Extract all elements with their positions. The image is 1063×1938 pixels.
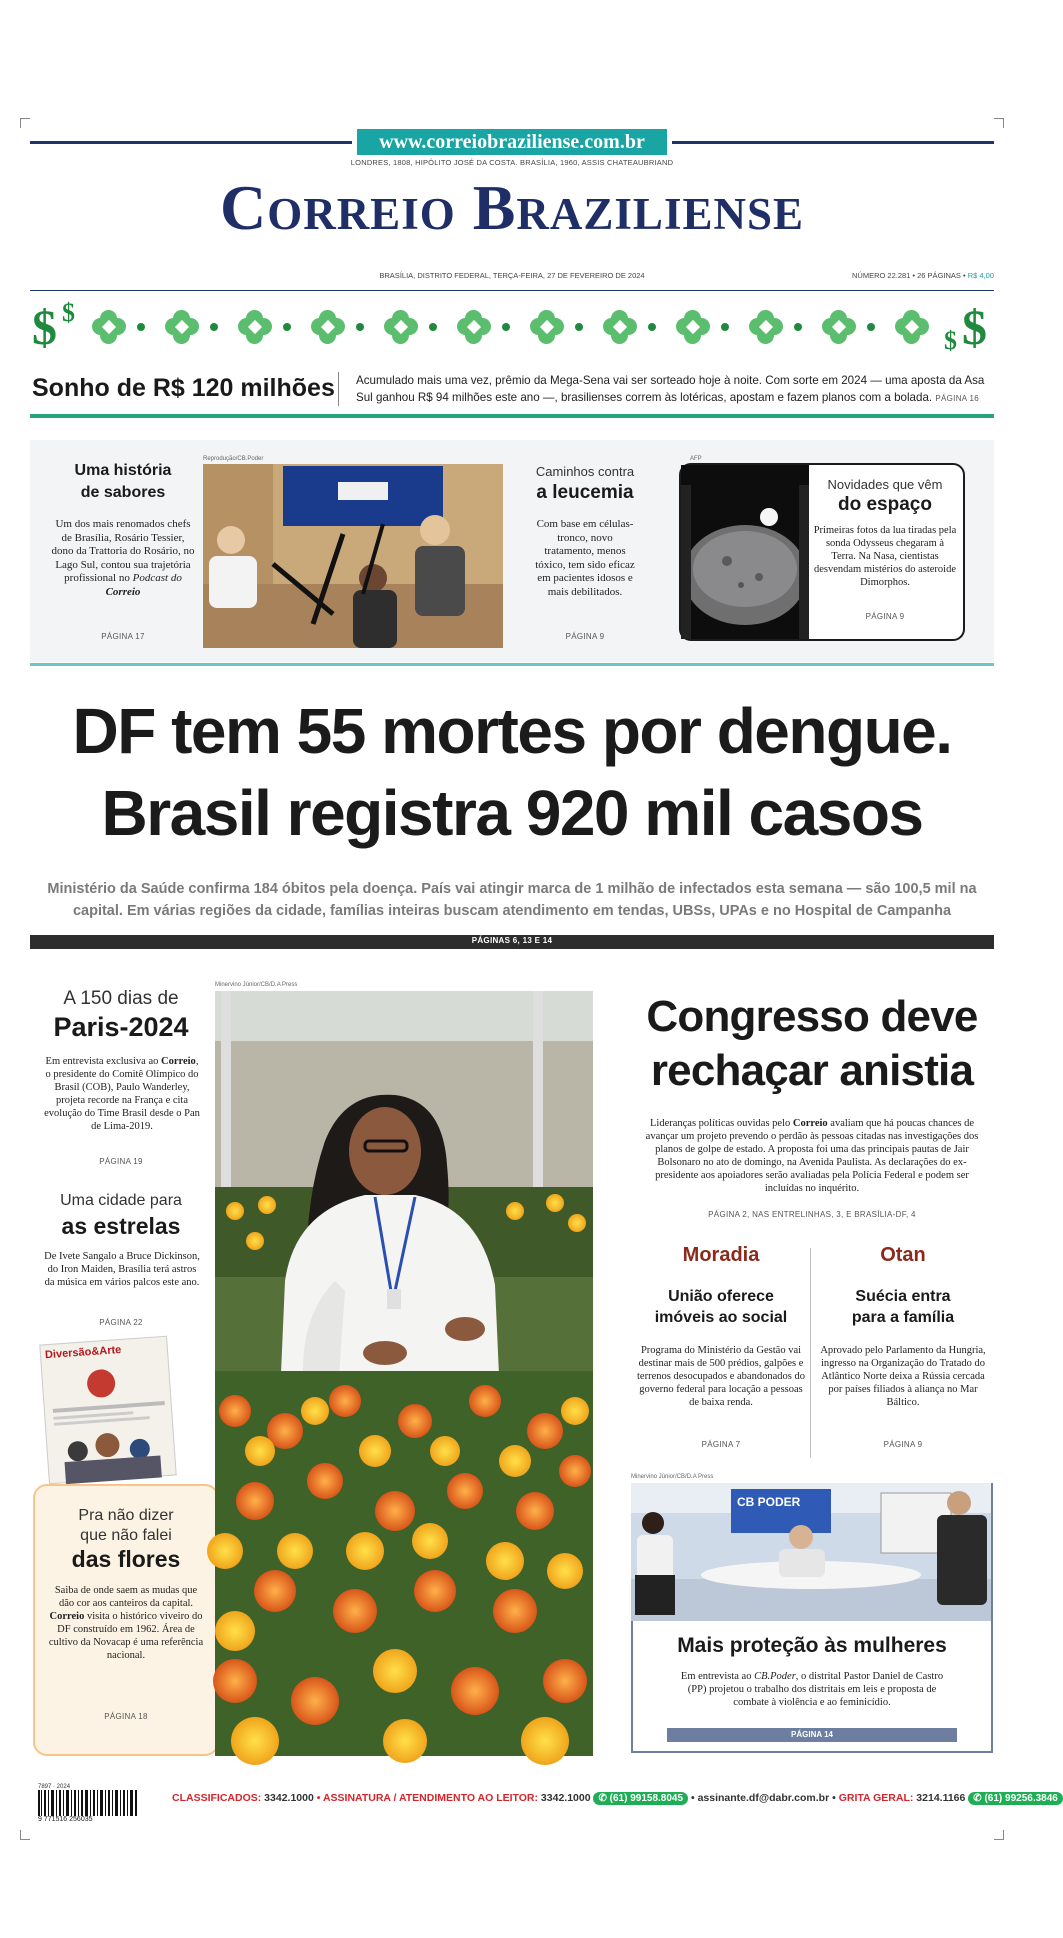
grita-label: GRITA GERAL: xyxy=(838,1792,914,1804)
clover-icon xyxy=(238,310,272,344)
supplement-label: Diversão&Arte xyxy=(44,1343,122,1362)
dot-icon xyxy=(502,323,510,331)
dot-icon xyxy=(575,323,583,331)
page-ref: PÁGINA 7 xyxy=(701,1440,741,1449)
otan-kicker: Otan xyxy=(880,1244,926,1266)
masthead-rule-right xyxy=(672,141,994,144)
teaser-espaco-title[interactable]: do espaço xyxy=(838,494,932,515)
mulheres-title[interactable]: Mais proteção às mulheres xyxy=(677,1634,947,1657)
podcast-photo xyxy=(203,464,503,648)
photo-credit: Reprodução/CB.Poder xyxy=(203,456,264,462)
page-ref-bar: PÁGINA 14 xyxy=(667,1728,957,1742)
title-line: de sabores xyxy=(80,484,166,501)
headline-deck: Ministério da Saúde confirma 184 óbitos pela doença. País vai atingir marca de 1 milhão de infectados esta semana — são 100,5 mil na capital. Em várias regiões da cidade, famílias inteiras buscam atendimento em tendas, UBSs, UPAs e no Hospital de Campanha xyxy=(47,881,977,919)
page-ref: PÁGINA 19 xyxy=(99,1157,143,1166)
flores-sub: Pra não dizer que não falei xyxy=(78,1507,174,1544)
cb-poder-photo xyxy=(631,1483,991,1621)
photo-credit: Minervino Júnior/CB/D.A Press xyxy=(631,1474,714,1480)
page-ref: PÁGINA 9 xyxy=(565,632,605,641)
dot-icon xyxy=(356,323,364,331)
clover-icon xyxy=(384,310,418,344)
paris-body: Em entrevista exclusiva ao Correio, o presidente do Comitê Olímpico do Brasil (COB), Paulo Wanderley, projeta recorde na França e cita evolução do Time Brasil desde o Pan de Lima-2019. xyxy=(44,1056,200,1132)
dot-icon xyxy=(794,323,802,331)
congresso-headline[interactable] xyxy=(630,990,994,1098)
flores-body: Saiba de onde saem as mudas que dão cor aos canteiros da capital. Correio visita o histórico viveiro do DF construído em 1962. Área de cultivo da Novacap é uma referência nacional. xyxy=(48,1585,204,1661)
headline-line: DF tem 55 mortes por dengue. xyxy=(72,695,952,767)
page-ref: PÁGINA 22 xyxy=(99,1318,143,1327)
page-ref: PÁGINA 17 xyxy=(101,632,145,641)
photo-credit: Minervino Júnior/CB/D.A Press xyxy=(215,982,298,988)
moradia-body: Programa do Ministério da Gestão vai destinar mais de 500 prédios, galpões e terrenos desocupados e abandonados do governo federal para locação a pessoas de baixa renda. xyxy=(637,1345,805,1408)
grita-phone: 3214.1166 xyxy=(916,1792,966,1804)
site-url[interactable]: www.correiobraziliense.com.br xyxy=(357,129,667,155)
teaser-row-rule xyxy=(30,663,994,666)
assinatura-phone: 3342.1000 xyxy=(540,1792,591,1804)
mega-sena-title[interactable]: Sonho de R$ 120 milhões xyxy=(32,374,335,402)
supplement-cover[interactable] xyxy=(39,1336,176,1485)
page-ref: PÁGINA 16 xyxy=(935,394,979,403)
clover-icon xyxy=(530,310,564,344)
dollar-icon: $ xyxy=(32,299,57,355)
page-ref: PÁGINA 18 xyxy=(104,1712,148,1721)
whatsapp-icon[interactable]: ✆ (61) 99158.8045 xyxy=(593,1792,688,1805)
crop-mark xyxy=(20,1830,30,1840)
clover-icon xyxy=(311,310,345,344)
teaser-espaco-body: Primeiras fotos da lua tiradas pela sonda Odysseus chegaram à Terra. Na Nasa, cientistas desvendam mistérios do asteroide Dimorphos. xyxy=(813,525,957,588)
crop-mark xyxy=(994,1830,1004,1840)
crop-mark xyxy=(20,118,30,128)
dot-icon xyxy=(721,323,729,331)
barcode-digits: 9 771516 256035 xyxy=(38,1816,93,1823)
main-headline[interactable] xyxy=(30,690,994,854)
page-ref: PÁGINA 9 xyxy=(865,612,905,621)
page-ref: PÁGINA 2, NAS ENTRELINHAS, 3, E BRASÍLIA-DF, 4 xyxy=(708,1210,916,1219)
barcode xyxy=(38,1784,138,1824)
dot-icon xyxy=(867,323,875,331)
newspaper-logo: Correio Braziliense xyxy=(219,172,805,243)
dollar-icon: $ xyxy=(962,299,987,355)
clover-icon xyxy=(165,310,199,344)
dateline: BRASÍLIA, DISTRITO FEDERAL, TERÇA-FEIRA, 27 DE FEVEREIRO DE 2024 xyxy=(379,271,645,280)
clover-icon xyxy=(457,310,491,344)
masthead-rule-left xyxy=(30,141,352,144)
paris-title[interactable]: Paris-2024 xyxy=(53,1012,189,1042)
headline-line: Congresso deve xyxy=(646,992,978,1041)
edition-number: NÚMERO 22.281 • 26 PÁGINAS • xyxy=(851,271,966,280)
moon-photo xyxy=(681,465,809,639)
teaser-leucemia-title[interactable]: a leucemia xyxy=(536,482,634,503)
mega-sena-body: Acumulado mais uma vez, prêmio da Mega-Sena vai ser sorteado hoje à noite. Com sorte em 2024 — uma aposta da Asa Sul ganhou R$ 94 milhões este ano —, brasilienses correm às lotéricas, apostam e fazem planos com a bolada. xyxy=(356,374,985,404)
price: R$ 4,00 xyxy=(967,271,994,280)
flower-nursery-photo xyxy=(215,991,593,1756)
dot-icon xyxy=(210,323,218,331)
clover-icon xyxy=(92,310,126,344)
estrelas-title[interactable]: as estrelas xyxy=(61,1213,181,1239)
dot-icon xyxy=(283,323,291,331)
mega-sena-text xyxy=(356,372,996,407)
dollar-icon: $ xyxy=(944,326,957,355)
teaser-espaco-sub: Novidades que vêm xyxy=(827,477,943,492)
dot-icon xyxy=(429,323,437,331)
teaser-leucemia-body: Com base em células-tronco, novo tratamento, menos tóxico, tem sido eficaz em pacientes idosos e mais debilitados. xyxy=(535,518,635,598)
teaser-historia-body: Um dos mais renomados chefs de Brasília, Rosário Tessier, dono da Trattoria do Rosário, no Lago Sul, contou sua trajetória profissional no Podcast do Correio xyxy=(51,518,195,598)
headline-pages-bar xyxy=(30,935,994,949)
tv-label: CB PODER xyxy=(737,1495,801,1509)
otan-body: Aprovado pelo Parlamento da Hungria, ingresso na Organização do Tratado do Atlântico Norte deixa a Rússia cercada por países filiados à aliança no Mar Báltico. xyxy=(820,1345,986,1408)
estrelas-sub: Uma cidade para xyxy=(60,1192,182,1209)
title-line: Uma história xyxy=(74,462,172,479)
edition-info xyxy=(852,271,994,280)
dollar-icon: $ xyxy=(62,298,75,327)
clover-icon xyxy=(603,310,637,344)
congresso-body: Lideranças políticas ouvidas pelo Correio avaliam que há poucas chances de avançar um projeto prevendo o perdão às pessoas citadas nas investigações dos planos de golpe de estado. A proposta foi uma das principais pautas de Jair Bolsonaro no ato de domingo, na Avenida Paulista. As declarações do ex-presidente aos apoiadores serão avaliadas pela Polícia Federal e podem ser incluídas no inquérito. xyxy=(645,1118,979,1194)
clover-icon xyxy=(822,310,856,344)
flores-title[interactable]: das flores xyxy=(71,1546,181,1572)
headline-line: Brasil registra 920 mil casos xyxy=(101,777,923,849)
moradia-title[interactable]: União oferece imóveis ao social xyxy=(654,1288,788,1326)
section-rule xyxy=(30,414,994,418)
dot-icon xyxy=(137,323,145,331)
classificados-phone: 3342.1000 xyxy=(264,1792,314,1804)
clover-icon xyxy=(895,310,929,344)
email-link[interactable]: • assinante.df@dabr.com.br • xyxy=(690,1792,836,1804)
barcode-top: 7897 · 2024 xyxy=(38,1784,71,1790)
crop-mark xyxy=(994,118,1004,128)
paris-sub: A 150 dias de xyxy=(63,988,179,1009)
clover-icon xyxy=(676,310,710,344)
footer-contacts xyxy=(172,1792,1058,1805)
teaser-leucemia-sub: Caminhos contra xyxy=(535,464,635,479)
mulheres-body: Em entrevista ao CB.Poder, o distrital Pastor Daniel de Castro (PP) projetou o trabalho dos distritais em leis e proposta de combate à violência e ao feminicídio. xyxy=(680,1671,944,1708)
whatsapp-icon[interactable]: ✆ (61) 99256.3846 xyxy=(968,1792,1063,1805)
page-ref: PÁGINA 9 xyxy=(883,1440,923,1449)
column-divider xyxy=(810,1248,811,1458)
moradia-kicker: Moradia xyxy=(682,1244,760,1266)
classificados-label: CLASSIFICADOS: xyxy=(172,1792,262,1804)
otan-title[interactable]: Suécia entra para a família xyxy=(851,1288,955,1326)
estrelas-body: De Ivete Sangalo a Bruce Dickinson, do Iron Maiden, Brasília terá astros da música em vários palcos este ano. xyxy=(44,1251,200,1288)
page-ref: PÁGINAS 6, 13 E 14 xyxy=(471,936,553,945)
tagline: LONDRES, 1808, HIPÓLITO JOSÉ DA COSTA. BRASÍLIA, 1960, ASSIS CHATEAUBRIAND xyxy=(350,158,674,167)
divider xyxy=(338,372,339,406)
dot-icon xyxy=(648,323,656,331)
photo-credit: AFP xyxy=(690,456,702,462)
headline-line: rechaçar anistia xyxy=(650,1046,974,1095)
masthead-bottom-rule xyxy=(30,290,994,291)
clover-icon xyxy=(749,310,783,344)
teaser-historia-title[interactable] xyxy=(48,460,198,504)
assinatura-label: • ASSINATURA / ATENDIMENTO AO LEITOR: xyxy=(316,1792,538,1804)
